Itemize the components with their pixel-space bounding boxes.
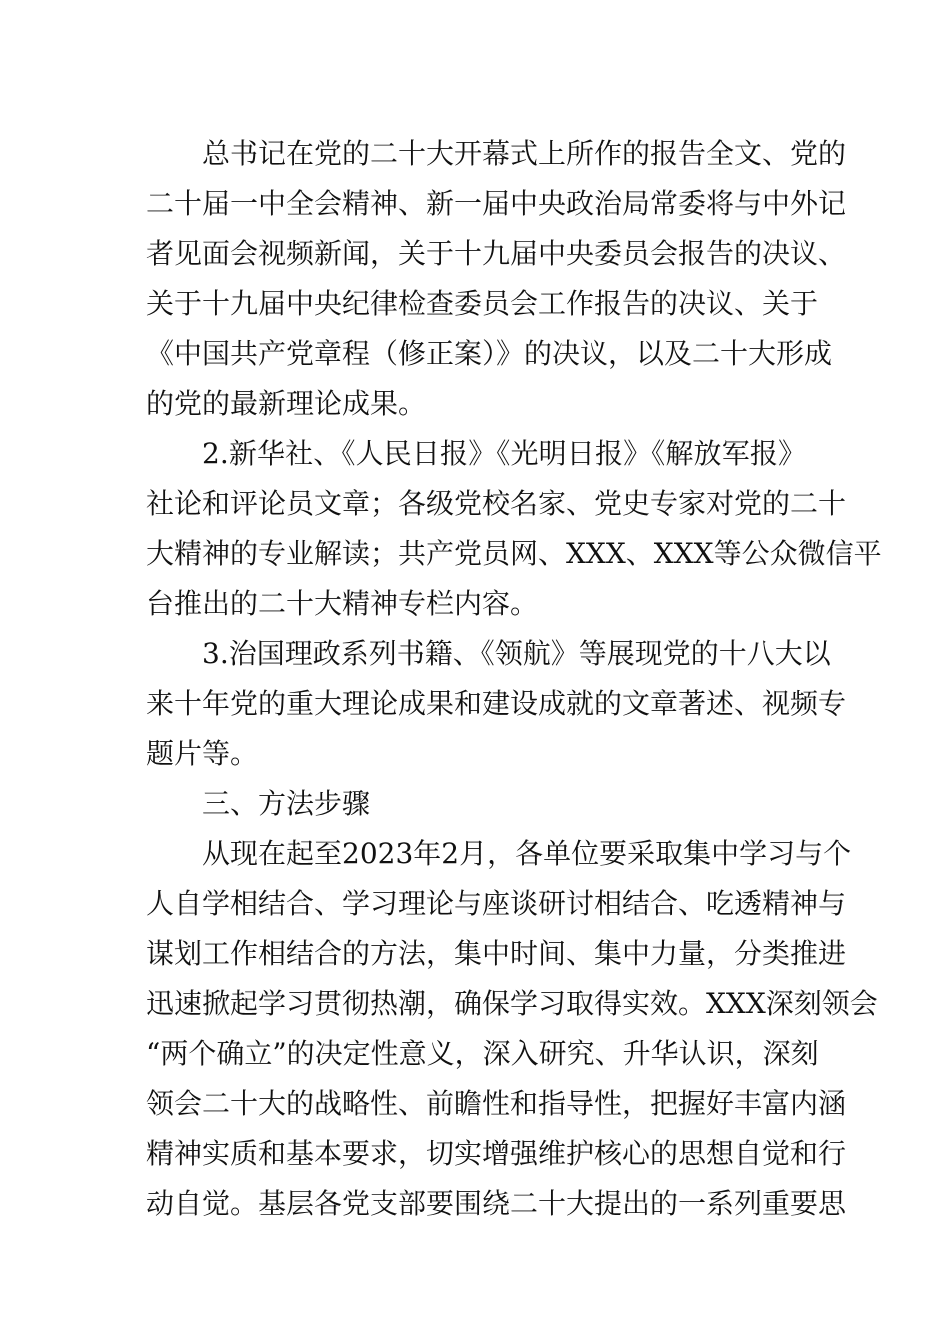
paragraph-3-line-2: 来十年党的重大理论成果和建设成就的文章著述、视频专: [146, 687, 847, 720]
paragraph-1-line-6: 的党的最新理论成果。: [146, 387, 427, 420]
paragraph-4-line-2: 人自学相结合、学习理论与座谈研讨相结合、吃透精神与: [146, 887, 847, 920]
paragraph-4-line-6: 领会二十大的战略性、前瞻性和指导性，把握好丰富内涵: [146, 1087, 847, 1120]
paragraph-4-line-8: 动自觉。基层各党支部要围绕二十大提出的一系列重要思: [146, 1187, 847, 1220]
paragraph-3-line-3: 题片等。: [146, 737, 259, 770]
section-heading: 三、方法步骤: [202, 787, 371, 820]
paragraph-2-line-3: 大精神的专业解读；共产党员网、XXX、XXX等公众微信平: [146, 537, 882, 570]
paragraph-3-line-1: 3.治国理政系列书籍、《领航》等展现党的十八大以: [202, 637, 831, 670]
paragraph-2-line-4: 台推出的二十大精神专栏内容。: [146, 587, 539, 620]
paragraph-4-line-7: 精神实质和基本要求，切实增强维护核心的思想自觉和行: [146, 1137, 847, 1170]
paragraph-2-line-2: 社论和评论员文章；各级党校名家、党史专家对党的二十: [146, 487, 847, 520]
paragraph-4-line-5: “两个确立”的决定性意义，深入研究、升华认识，深刻: [146, 1037, 819, 1070]
paragraph-2-line-1: 2.新华社、《人民日报》《光明日报》《解放军报》: [202, 437, 806, 470]
paragraph-4-line-4: 迅速掀起学习贯彻热潮，确保学习取得实效。XXX深刻领会: [146, 987, 878, 1020]
paragraph-1-line-1: 总书记在党的二十大开幕式上所作的报告全文、党的: [202, 137, 847, 170]
paragraph-1-line-2: 二十届一中全会精神、新一届中央政治局常委将与中外记: [146, 187, 847, 220]
paragraph-4-line-1: 从现在起至2023年2月，各单位要采取集中学习与个: [202, 837, 852, 870]
paragraph-1-line-4: 关于十九届中央纪律检查委员会工作报告的决议、关于: [146, 287, 819, 320]
paragraph-1-line-3: 者见面会视频新闻，关于十九届中央委员会报告的决议、: [146, 237, 847, 270]
paragraph-1-line-5: 《中国共产党章程（修正案）》的决议，以及二十大形成: [146, 337, 833, 370]
paragraph-4-line-3: 谋划工作相结合的方法，集中时间、集中力量，分类推进: [146, 937, 847, 970]
